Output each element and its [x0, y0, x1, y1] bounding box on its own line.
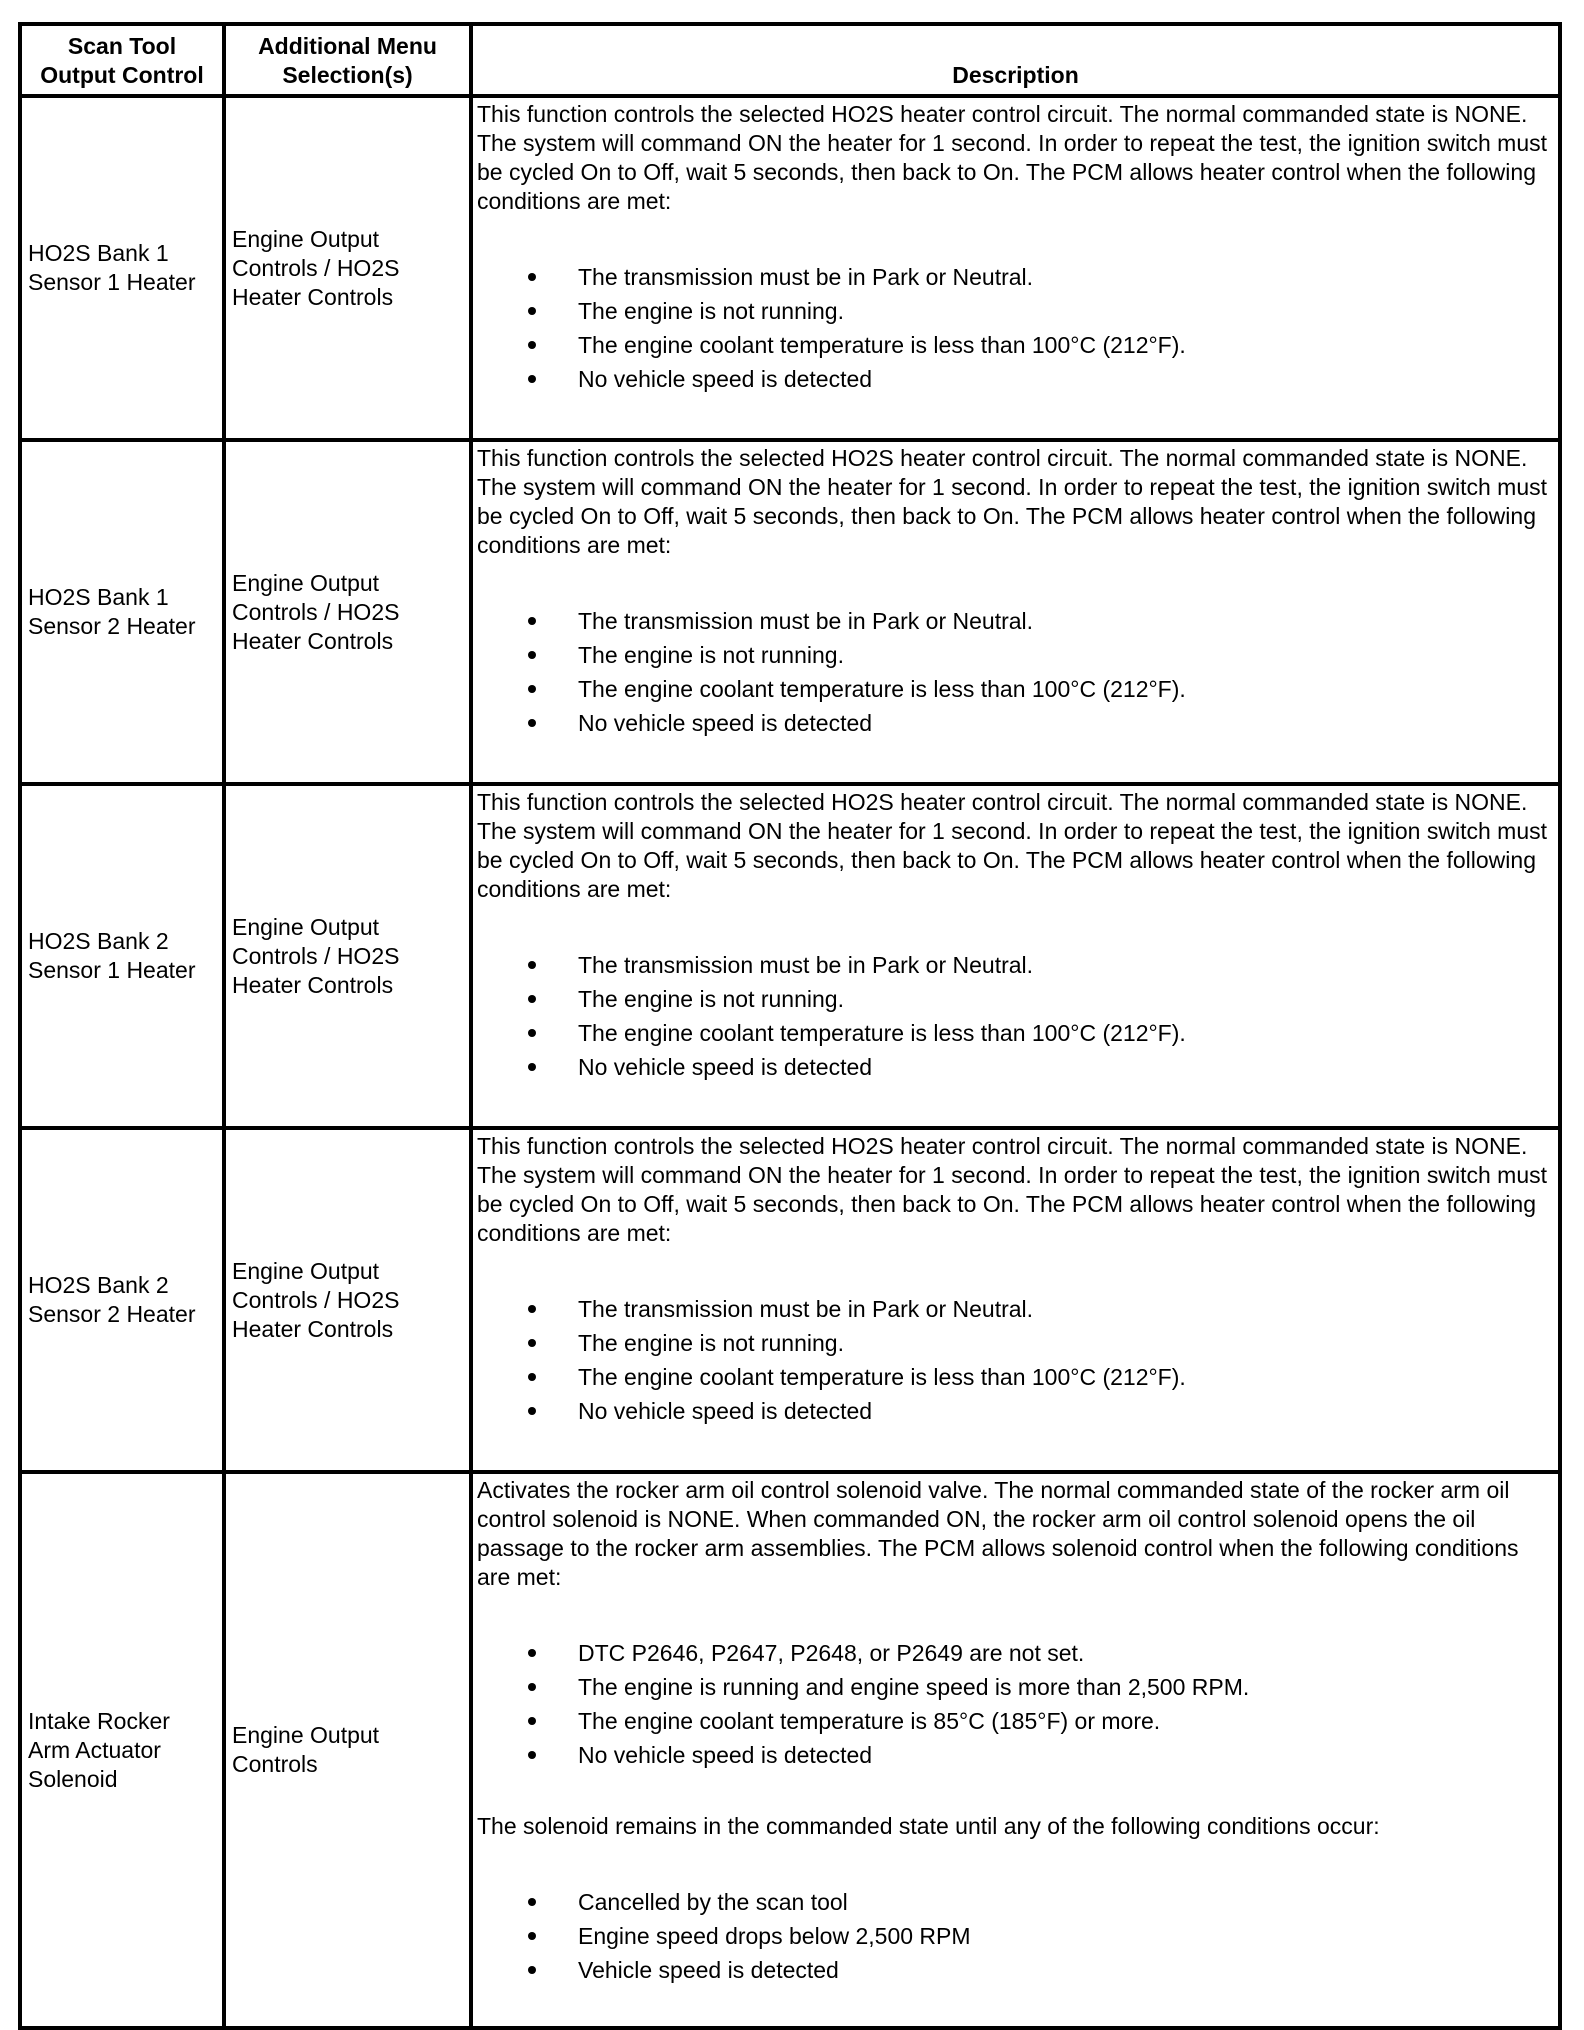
- list-item: No vehicle speed is detected: [477, 706, 1554, 740]
- list-item: No vehicle speed is detected: [477, 362, 1554, 396]
- menu-selection-cell: [224, 1128, 471, 1472]
- list-item: No vehicle speed is detected: [477, 1738, 1554, 1772]
- menu-selection-line: Controls: [232, 1751, 318, 1777]
- list-item: No vehicle speed is detected: [477, 1050, 1554, 1084]
- header-description: [471, 24, 1560, 96]
- list-item: The transmission must be in Park or Neutral.: [477, 260, 1554, 294]
- menu-selection-line: Heater Controls: [232, 627, 394, 654]
- header-row: [20, 24, 1560, 96]
- table-row: [20, 1128, 1560, 1472]
- list-item: Engine speed drops below 2,500 RPM: [477, 1919, 1554, 1953]
- conditions-list: [477, 604, 1554, 740]
- description-intro: This function controls the selected HO2S heater control circuit. The normal commanded state is NONE. The system will command ON the heater for 1 second. In order to repeat the test, the ignition switch must be cycled On to Off, wait 5 seconds, then back to On. The PCM allows heater control when the following conditions are met:: [477, 1133, 1547, 1246]
- list-item: Cancelled by the scan tool: [477, 1885, 1554, 1919]
- list-item: The transmission must be in Park or Neutral.: [477, 604, 1554, 638]
- menu-selection-cell: [224, 1472, 471, 2028]
- list-item: The engine is not running.: [477, 638, 1554, 672]
- menu-selection-cell: [224, 96, 471, 440]
- menu-selection-cell: [224, 440, 471, 784]
- list-item: The engine coolant temperature is 85°C (185°F) or more.: [477, 1704, 1554, 1738]
- output-control-line: Sensor 2 Heater: [28, 613, 196, 639]
- list-item: The engine coolant temperature is less than 100°C (212°F).: [477, 1360, 1554, 1394]
- menu-selection-line: Engine Output: [232, 1257, 380, 1284]
- menu-selection-line: Heater Controls: [232, 971, 394, 998]
- header-line: Scan Tool: [67, 33, 177, 59]
- output-control-line: HO2S Bank 2: [28, 928, 169, 954]
- list-item: The transmission must be in Park or Neutral.: [477, 1292, 1554, 1326]
- list-item: No vehicle speed is detected: [477, 1394, 1554, 1428]
- table-row: [20, 440, 1560, 784]
- menu-selection-line: Heater Controls: [232, 283, 394, 310]
- output-control-line: HO2S Bank 1: [28, 240, 169, 266]
- output-control-line: HO2S Bank 1: [28, 584, 169, 610]
- description-intro: This function controls the selected HO2S heater control circuit. The normal commanded state is NONE. The system will command ON the heater for 1 second. In order to repeat the test, the ignition switch must be cycled On to Off, wait 5 seconds, then back to On. The PCM allows heater control when the following conditions are met:: [477, 789, 1547, 902]
- list-item: The transmission must be in Park or Neutral.: [477, 948, 1554, 982]
- header-line: Description: [952, 62, 1079, 88]
- description-cell: [471, 440, 1560, 784]
- list-item: DTC P2646, P2647, P2648, or P2649 are not set.: [477, 1636, 1554, 1670]
- list-item: The engine is not running.: [477, 294, 1554, 328]
- output-control-line: HO2S Bank 2: [28, 1272, 169, 1298]
- output-controls-table: [18, 22, 1562, 2030]
- conditions-list: [477, 1636, 1554, 1772]
- output-control-cell: [20, 96, 224, 440]
- output-control-cell: [20, 1472, 224, 2028]
- menu-selection-line: Engine Output: [232, 569, 380, 596]
- header-line: Output Control: [40, 62, 204, 88]
- description-cell: [471, 1128, 1560, 1472]
- list-item: Vehicle speed is detected: [477, 1953, 1554, 1987]
- conditions-list: [477, 948, 1554, 1084]
- output-control-line: Solenoid: [28, 1765, 118, 1792]
- description-intro: This function controls the selected HO2S heater control circuit. The normal commanded state is NONE. The system will command ON the heater for 1 second. In order to repeat the test, the ignition switch must be cycled On to Off, wait 5 seconds, then back to On. The PCM allows heater control when the following conditions are met:: [477, 445, 1547, 558]
- conditions-list: [477, 1292, 1554, 1428]
- description-cell: [471, 1472, 1560, 2028]
- list-item: The engine is not running.: [477, 1326, 1554, 1360]
- menu-selection-line: Controls / HO2S: [232, 1286, 400, 1313]
- menu-selection-line: Engine Output: [232, 1722, 380, 1748]
- header-scan-tool-output-control: [20, 24, 224, 96]
- list-item: The engine is running and engine speed is more than 2,500 RPM.: [477, 1670, 1554, 1704]
- output-control-cell: [20, 1128, 224, 1472]
- description-intro: This function controls the selected HO2S heater control circuit. The normal commanded state is NONE. The system will command ON the heater for 1 second. In order to repeat the test, the ignition switch must be cycled On to Off, wait 5 seconds, then back to On. The PCM allows heater control when the following conditions are met:: [477, 101, 1547, 214]
- menu-selection-cell: [224, 784, 471, 1128]
- output-control-cell: [20, 440, 224, 784]
- description-outro: The solenoid remains in the commanded state until any of the following conditions occur:: [477, 1813, 1380, 1839]
- output-control-line: Sensor 1 Heater: [28, 957, 196, 983]
- list-item: The engine coolant temperature is less than 100°C (212°F).: [477, 328, 1554, 362]
- output-control-line: Sensor 1 Heater: [28, 269, 196, 295]
- list-item: The engine coolant temperature is less than 100°C (212°F).: [477, 672, 1554, 706]
- header-line: Additional Menu: [258, 33, 437, 59]
- table-row: [20, 784, 1560, 1128]
- table-row: [20, 96, 1560, 440]
- header-line: Selection(s): [282, 62, 413, 88]
- description-cell: [471, 784, 1560, 1128]
- menu-selection-line: Engine Output: [232, 913, 380, 940]
- list-item: The engine is not running.: [477, 982, 1554, 1016]
- conditions-list: [477, 260, 1554, 396]
- menu-selection-line: Controls / HO2S: [232, 254, 400, 281]
- header-additional-menu-selections: [224, 24, 471, 96]
- menu-selection-line: Controls / HO2S: [232, 942, 400, 969]
- output-control-line: Intake Rocker: [28, 1707, 170, 1734]
- output-control-line: Sensor 2 Heater: [28, 1301, 196, 1327]
- output-control-cell: [20, 784, 224, 1128]
- cancel-conditions-list: [477, 1885, 1554, 1987]
- description-intro: Activates the rocker arm oil control solenoid valve. The normal commanded state of the rocker arm oil control solenoid is NONE. When commanded ON, the rocker arm oil control solenoid opens the oil passage to the rocker arm assemblies. The PCM allows solenoid control when the following conditions are met:: [477, 1477, 1519, 1590]
- description-cell: [471, 96, 1560, 440]
- menu-selection-line: Heater Controls: [232, 1315, 394, 1342]
- menu-selection-line: Engine Output: [232, 225, 380, 252]
- menu-selection-line: Controls / HO2S: [232, 598, 400, 625]
- list-item: The engine coolant temperature is less than 100°C (212°F).: [477, 1016, 1554, 1050]
- output-control-line: Arm Actuator: [28, 1736, 161, 1763]
- table-row: [20, 1472, 1560, 2028]
